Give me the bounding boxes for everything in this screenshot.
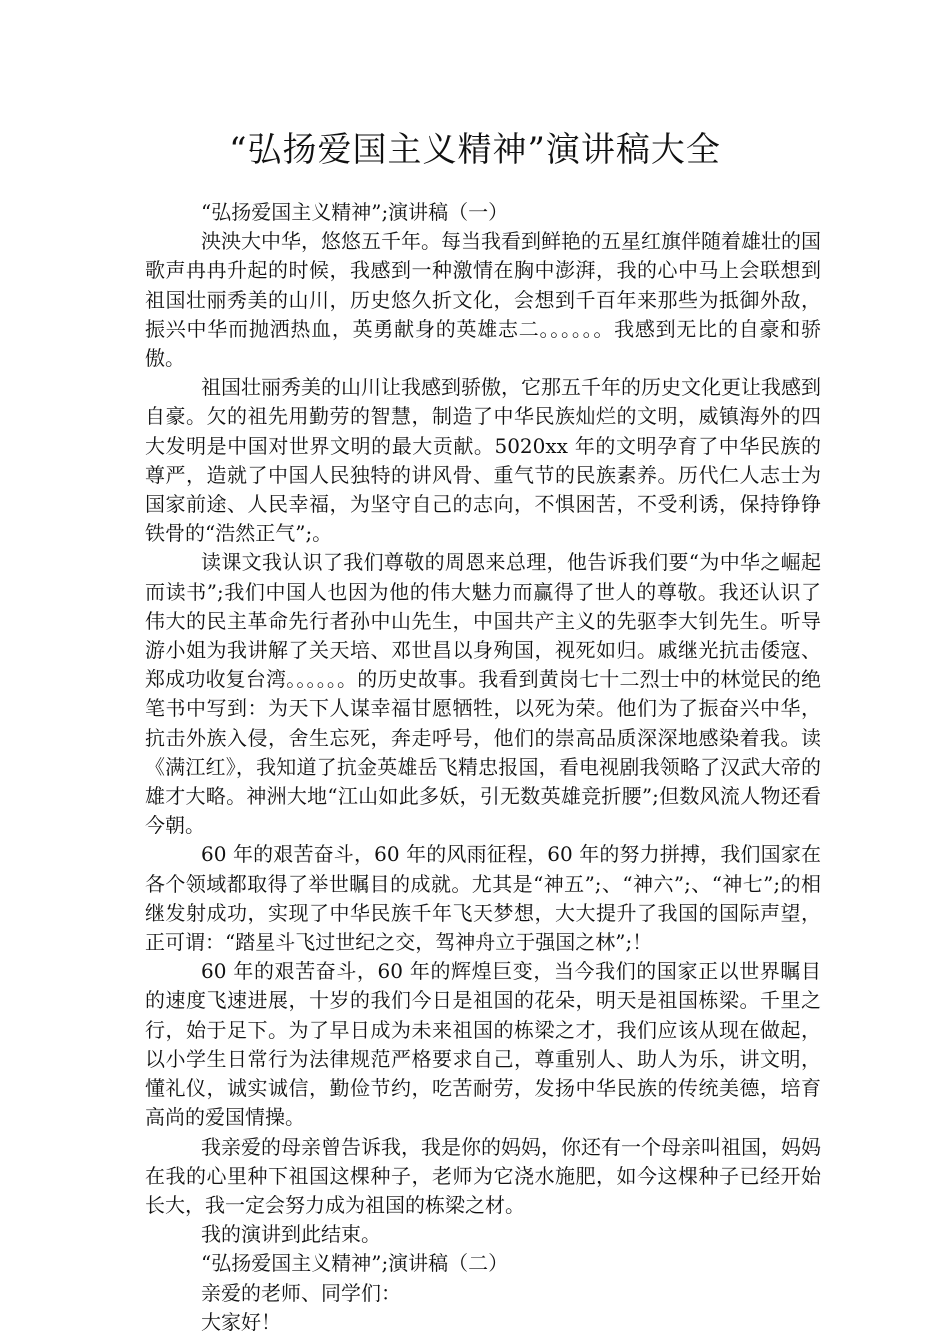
paragraph: 读课文我认识了我们尊敬的周恩来总理，他告诉我们要“为中华之崛起而读书”;我们中国人也因为他的伟大魅力而赢得了世人的尊敬。我还认识了伟大的民主革命先行者孙中山先生，中国共产主义的先驱李大钊先生。听导游小姐为我讲解了关天培、邓世昌以身殉国，视死如归。戚继光抗击倭寇、郑成功收复台湾。。。。。。的历史故事。我看到黄岗七十二烈士中的林觉民的绝笔书中写到：为天下人谋幸福甘愿牺牲，以死为荣。他们为了振奋兴中华，抗击外族入侵，舍生忘死，奔走呼号，他们的崇高品质深深地感染着我。读《满江红》，我知道了抗金英雄岳飞精忠报国，看电视剧我领略了汉武大帝的雄才大略。神洲大地“江山如此多妖，引无数英雄竞折腰”;但数风流人物还看今朝。	[145, 550, 821, 838]
document-body	[145, 198, 821, 1337]
paragraph: 60 年的艰苦奋斗，60 年的辉煌巨变，当今我们的国家正以世界瞩目的速度飞速进展，十岁的我们今日是祖国的花朵，明天是祖国栋梁。千里之行，始于足下。为了早日成为未来祖国的栋梁之才，我们应该从现在做起，以小学生日常行为法律规范严格要求自己，尊重别人、助人为乐，讲文明，懂礼仪，诚实诚信，勤俭节约，吃苦耐劳，发扬中华民族的传统美德，培育高尚的爱国情操。	[145, 959, 821, 1130]
paragraph: 祖国壮丽秀美的山川让我感到骄傲，它那五千年的历史文化更让我感到自豪。欠的祖先用勤劳的智慧，制造了中华民族灿烂的文明，威镇海外的四大发明是中国对世界文明的最大贡献。5020xx 年的文明孕育了中华民族的尊严，造就了中国人民独特的讲风骨、重气节的民族素养。历代仁人志士为国家前途、人民幸福，为坚守自己的志向，不惧困苦，不受利诱，保持铮铮铁骨的“浩然正气”;。	[145, 375, 821, 546]
greeting: 大家好！	[201, 1309, 281, 1334]
section-heading-1: “弘扬爱国主义精神”;演讲稿（一）	[201, 200, 509, 224]
paragraph: 我的演讲到此结束。	[201, 1222, 381, 1247]
document-title: “弘扬爱国主义精神”演讲稿大全	[229, 130, 721, 170]
paragraph: 泱泱大中华，悠悠五千年。每当我看到鲜艳的五星红旗伴随着雄壮的国歌声冉冉升起的时候，我感到一种激情在胸中澎湃，我的心中马上会联想到祖国壮丽秀美的山川，历史悠久折文化，会想到千百年来那些为抵御外敌，振兴中华而抛洒热血，英勇献身的英雄志二。。。。。。我感到无比的自豪和骄傲。	[145, 229, 821, 371]
section-heading-2: “弘扬爱国主义精神”;演讲稿（二）	[201, 1251, 509, 1276]
paragraph: 60 年的艰苦奋斗，60 年的风雨征程，60 年的努力拼搏，我们国家在各个领域都取得了举世瞩目的成就。尤其是“神五”;、“神六”;、“神七”;的相继发射成功，实现了中华民族千年飞天梦想，大大提升了我国的国际声望，正可谓：“踏星斗飞过世纪之交，驾神舟立于强国之林”;！	[145, 842, 821, 955]
paragraph: 我亲爱的母亲曾告诉我，我是你的妈妈，你还有一个母亲叫祖国，妈妈在我的心里种下祖国这棵种子，老师为它浇水施肥，如今这棵种子已经开始长大，我一定会努力成为祖国的栋梁之材。	[145, 1134, 821, 1217]
salutation: 亲爱的老师、同学们：	[201, 1280, 401, 1305]
